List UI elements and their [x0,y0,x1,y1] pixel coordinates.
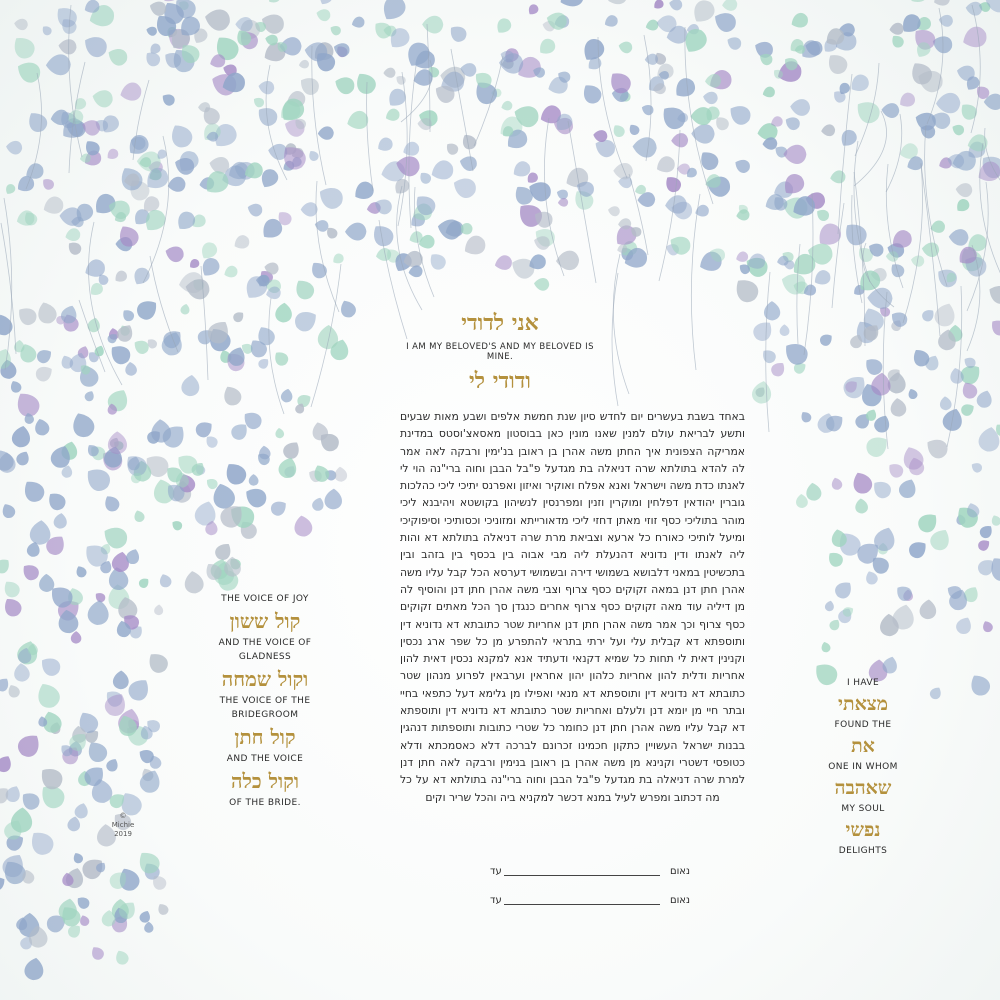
fern-leaf [536,36,559,58]
artist-year: 2019 [114,830,132,838]
artist-name: Michie [111,821,135,829]
fern-leaf [671,74,699,102]
fern-leaf [159,329,185,358]
fern-stem [367,82,373,191]
fern-leaf [854,498,868,514]
fern-leaf [331,252,346,267]
fern-leaf [832,578,856,602]
fern-leaf [160,91,177,108]
fern-leaf [730,274,762,307]
fern-leaf [795,493,808,508]
fern-leaf [799,409,814,424]
fern-leaf [814,207,831,224]
fern-leaf [64,227,82,244]
fern-leaf [104,756,120,773]
fern-leaf [837,127,859,150]
fern-leaf [14,730,45,761]
fern-stem [613,254,629,394]
fern-leaf [114,322,136,345]
hebrew-heading: אני לדודי [461,310,539,336]
fern-leaf [275,302,293,323]
fern-leaf [332,73,357,96]
fern-leaf [932,300,959,329]
english-caption: FOUND THE [834,720,892,730]
fern-leaf [976,537,992,553]
fern-leaf [789,98,810,116]
fern-leaf [33,679,63,711]
fern-leaf [315,183,346,213]
fern-leaf [949,367,965,385]
fern-leaf [86,316,101,333]
fern-leaf [3,182,17,196]
fern-leaf [251,95,265,109]
fern-leaf [301,202,318,217]
fern-leaf [493,16,514,37]
fern-leaf [13,57,43,86]
fern-leaf [444,140,461,157]
fern-leaf [948,229,969,247]
hebrew-phrase: את [851,735,875,757]
fern-leaf [108,431,128,454]
fern-leaf [375,135,395,154]
fern-leaf [668,0,684,12]
fern-leaf [783,114,802,132]
fern-leaf [280,388,294,404]
fern-leaf [939,396,952,411]
fern-leaf [653,154,677,177]
english-caption: ONE IN WHOM [828,762,898,772]
fern-leaf [246,201,264,218]
fern-stem [832,203,844,308]
fern-leaf [14,208,36,228]
fern-leaf [988,316,1000,338]
fern-stem [925,125,947,286]
fern-leaf [124,361,137,376]
fern-leaf [889,22,905,36]
fern-leaf [145,25,158,37]
english-caption: AND THE VOICE OF GLADNESS [218,638,312,662]
fern-leaf [955,182,973,198]
fern-leaf [820,641,832,654]
fern-leaf [105,147,121,162]
fern-leaf [959,401,977,418]
fern-stem [886,114,902,192]
fern-stem [598,37,627,178]
fern-leaf [65,239,84,257]
fern-leaf [830,476,844,491]
fern-leaf [428,158,456,184]
fern-leaf [401,140,421,159]
fern-leaf [242,484,270,511]
found-the-one-column [808,676,918,858]
fern-leaf [959,24,989,52]
fern-leaf [761,85,776,99]
fern-leaf [14,303,40,328]
fern-leaf [920,307,937,324]
hebrew-phrase: נפשי [845,819,881,841]
fern-leaf [113,948,131,967]
fern-leaf [180,303,191,315]
fern-stem [691,194,700,370]
fern-leaf [80,32,110,61]
fern-leaf [8,379,23,395]
fern-leaf [558,198,569,207]
fern-leaf [627,122,641,137]
fern-leaf [637,192,655,208]
fern-leaf [617,40,633,54]
fern-leaf [222,264,239,280]
fern-leaf [112,269,129,285]
fern-leaf [83,389,96,403]
fern-leaf [751,379,774,405]
fern-leaf [605,68,634,98]
fern-leaf [163,243,186,264]
fern-leaf [849,469,875,497]
fern-leaf [662,173,684,195]
fern-leaf [811,268,833,289]
fern-leaf [907,387,919,400]
fern-leaf [688,0,718,27]
fern-leaf [221,459,250,489]
fern-leaf [34,346,54,365]
fern-leaf [137,576,151,590]
fern-leaf [291,276,317,303]
fern-leaf [644,18,660,32]
fern-leaf [889,33,906,50]
fern-leaf [19,561,42,584]
fern-leaf [266,0,283,6]
fern-leaf [291,307,321,335]
fern-leaf [268,498,290,519]
hebrew-phrase: שאהבה [834,777,892,799]
fern-leaf [101,493,122,515]
fern-leaf [928,685,944,701]
fern-leaf [840,218,871,249]
hebrew-phrase: וקול שמחה [221,667,309,691]
fern-leaf [725,34,744,52]
fern-leaf [10,424,32,449]
fern-leaf [426,250,449,273]
fern-leaf [824,600,835,612]
fern-leaf [783,144,806,164]
fern-leaf [40,24,53,37]
fern-leaf [249,474,259,486]
fern-leaf [298,59,310,69]
fern-leaf [352,69,380,98]
fern-leaf [220,383,244,409]
fern-leaf [231,309,246,324]
fern-leaf [120,307,136,323]
fern-leaf [133,296,161,324]
fern-leaf [921,241,940,258]
fern-leaf [68,409,97,440]
fern-leaf [37,653,64,679]
fern-leaf [317,0,335,7]
fern-leaf [307,149,321,163]
fern-leaf [446,22,469,45]
english-caption: DELIGHTS [838,846,888,856]
fern-leaf [19,476,48,506]
fern-leaf [867,287,893,309]
english-caption: THE VOICE OF JOY [221,594,309,604]
fern-leaf [292,514,313,538]
fern-leaf [607,205,621,217]
fern-leaf [6,683,22,700]
fern-leaf [417,170,433,186]
fern-leaf [919,599,937,620]
fern-leaf [0,753,15,775]
copyright-symbol: © [119,812,127,820]
fern-leaf [89,944,106,962]
fern-leaf [886,251,899,262]
witness-declaration-label: נאום [669,895,690,906]
fern-leaf [132,509,146,524]
fern-leaf [990,514,1000,528]
hebrew-subheading: ודודי לי [469,368,531,394]
hebrew-phrase: וקול כלה [231,769,299,793]
fern-leaf [87,599,110,626]
fern-leaf [351,178,377,204]
fern-leaf [829,169,846,184]
witness-label: עד [490,895,502,906]
fern-leaf [13,18,28,31]
fern-leaf [950,122,966,137]
fern-leaf [173,208,198,234]
fern-leaf [818,331,835,348]
fern-leaf [231,233,251,252]
fern-leaf [702,91,718,105]
fern-leaf [14,449,32,468]
fern-leaf [460,232,488,259]
fern-leaf [166,120,196,151]
fern-leaf [458,154,479,173]
fern-leaf [0,594,24,619]
fern-leaf [24,108,51,135]
fern-leaf [533,277,550,291]
fern-leaf [324,488,343,510]
fern-leaf [780,338,812,369]
fern-leaf [345,222,367,240]
fern-leaf [138,909,152,924]
fern-leaf [408,264,424,278]
fern-leaf [966,671,993,699]
fern-leaf [180,374,200,397]
witness-declaration-label: נאום [669,866,690,877]
fern-leaf [53,512,68,529]
fern-leaf [224,557,241,577]
fern-leaf [72,96,88,113]
fern-leaf [889,397,907,417]
fern-leaf [652,0,666,11]
fern-leaf [632,136,657,158]
fern-leaf [23,956,45,981]
fern-leaf [906,537,930,561]
fern-leaf [526,3,540,18]
fern-leaf [500,100,514,113]
signature-line [504,904,660,905]
witness-line-1[interactable] [490,866,690,880]
fern-leaf [271,349,290,369]
fern-leaf [9,32,39,62]
fern-leaf [235,17,252,32]
fern-leaf [954,614,975,636]
fern-leaf [556,0,587,12]
ketubah-text: באחד בשבת בעשרים יום לחדש סיון שנת חמשת אלפים ושבע מאות שבעים ותשע לבריאת עולם למנין שאנו מונין כאן בבוסטון מאסאצ'וסטס במדינת אמריקה הצפונית איך החתן משה אהרן בן ראובן בנ'ימין ורבקה לאה אמר לה להדא בתולתא שרה דניאלה בת מגדעל פ"בל הבבן וחוה ברי"נה הוי לי לאנתו כדת משה וישראל ואנא אפלח ואוקיר ואיזון ואפרנס יתיכי ליכי כהלכות גוברין יהודאין דפלחין ומוקרין וזנין ומפרנסין לנשיהון בקושטא ויהיבנא ליכי מוהר בתוליכי כסף זוזי מאתן דחזי ליכי מדאורייתא ומזוניכי וכסותיכי וסיפוקיכי ומיעל לותיכי כאורח כל ארעא וצביאת מרת שרה דניאלה בתולתא דא והות ליה לאנתו ודין נדוניא דהנעלת ליה מבי אבוה בין בכסף בין בזהב ובין בתכשיטין במאני דלבושא בשמושי דירה ובשמושי דערסא הכל קבל עליו משה אהרן חתן דנן במאה זקוקים כסף צרוף וצבי משה אהרן חתן דנן והוסיף לה מן דיליה עוד מאה זקוקים כסף צרוף אחרים כנגדן סך הכל מאתים זקוקים כסף צרוף וכך אמר משה אהרן חתן דנן אחריות שטר כתובתא דא נדוניא דין ותוספתא דא קבלית עלי ועל ירתי בתראי להתפרע מן כל שפר ארג נכסין וקנינין דאית לי תחות כל שמיא דקנאי ודעתיד אנא למקנא נכסין דאית להון אחריות ודלית להון אחריות כלהון יהון אחראין וערבאין לפרוע מנהון שטר כתובתא דא נדוניא דין ותוספתא דא מנאי ואפילו מן גלימא דעל כתפאי בחיי ובתר חיי מן יומא דנן ולעלם ואחריות שטר כתובתא דא נדוניא דין ותוספתא דא קבל עליו משה אהרן חתן דנן כחומר כל שטרי כתובות ותוספתות דנהגין בבנות ישראל העשויין כתקון חכמינו זכרונם לברכה דלא כאסמכתא ודלא כטופסי דשטרי וקנינא מן משה אהרן בן ראובן בנימין ורבקה לאה חתן דנן למרת שרה דניאלה בת מגדעל פ"בל הבבן וחוה ברי"נה בתולתא דא על כל מה דכתוב ומפרש לעיל במנא דכשר למקניא ביה והכל שריר וקים [400,410,745,804]
fern-leaf [40,176,56,192]
fern-leaf [378,0,410,25]
fern-leaf [931,0,952,9]
fern-leaf [157,572,173,589]
fern-leaf [44,489,68,514]
fern-leaf [58,38,78,55]
fern-leaf [985,281,1000,306]
fern-leaf [906,0,931,7]
fern-leaf [691,124,715,144]
fern-leaf [317,126,334,140]
fern-leaf [144,649,171,677]
fern-leaf [0,501,17,520]
fern-leaf [125,675,154,705]
voice-of-joy-column [195,592,335,810]
fern-leaf [280,438,303,462]
hebrew-phrase: מצאתי [838,693,888,715]
fern-leaf [0,577,22,600]
fern-leaf [203,6,232,32]
fern-leaf [436,217,464,242]
signature-line [504,875,660,876]
fern-leaf [0,313,14,338]
fern-leaf [71,851,84,865]
fern-leaf [952,502,981,532]
english-caption: AND THE VOICE [226,754,304,764]
fern-leaf [368,221,397,251]
fern-leaf [711,8,740,35]
fern-leaf [39,574,55,593]
fern-leaf [735,208,750,221]
fern-leaf [33,417,51,437]
fern-leaf [823,50,851,78]
witness-label: עד [490,866,502,877]
fern-leaf [5,140,23,155]
fern-leaf [350,15,366,30]
fern-leaf [314,219,330,233]
fern-leaf [750,317,777,344]
fern-leaf [311,496,326,512]
fern-leaf [885,460,906,480]
fern-leaf [881,102,900,118]
fern-leaf [394,73,407,86]
fern-leaf [166,176,186,194]
fern-leaf [893,582,915,603]
heading-translation: I AM MY BELOVED'S AND MY BELOVED IS MINE. [406,342,594,362]
english-caption: THE VOICE OF THE BRIDEGROOM [219,696,311,720]
fern-leaf [130,265,152,288]
fern-leaf [46,54,72,76]
fern-leaf [170,518,184,532]
english-caption: OF THE BRIDE. [229,798,301,808]
fern-leaf [328,23,342,37]
fern-leaf [118,80,144,103]
fern-leaf [759,347,778,366]
fern-leaf [981,619,995,634]
fern-leaf [897,476,920,500]
fern-leaf [156,901,171,916]
fern-leaf [789,11,811,32]
english-caption: I HAVE [846,678,880,688]
fern-leaf [113,670,129,689]
fern-leaf [276,455,299,480]
fern-leaf [721,0,737,12]
fern-leaf [35,300,59,327]
fern-leaf [605,0,630,8]
fern-leaf [84,738,111,766]
fern-leaf [332,40,352,58]
witness-line-2[interactable] [490,895,690,909]
fern-leaf [105,45,130,68]
fern-leaf [154,604,164,615]
fern-leaf [383,67,396,78]
fern-leaf [693,203,710,219]
fern-leaf [869,477,894,502]
english-caption: MY SOUL [841,804,885,814]
fern-leaf [936,93,961,114]
fern-leaf [975,388,995,409]
fern-leaf [337,298,358,320]
fern-leaf [0,555,13,576]
fern-leaf [71,631,82,644]
hebrew-phrase: קול חתן [234,725,296,749]
fern-leaf [923,434,952,461]
fern-leaf [256,356,271,371]
fern-leaf [820,124,835,137]
fern-leaf [896,90,917,110]
fern-leaf [726,101,755,128]
fern-leaf [969,460,983,474]
fern-leaf [450,174,479,201]
fern-leaf [36,763,67,793]
hebrew-phrase: קול ששון [229,609,301,633]
fern-leaf [610,122,626,139]
fern-leaf [640,103,655,117]
fern-leaf [187,257,201,271]
fern-leaf [91,88,115,109]
fern-leaf [334,466,348,482]
fern-leaf [383,107,401,124]
fern-leaf [315,7,332,22]
fern-leaf [977,522,995,540]
fern-leaf [74,564,88,579]
fern-leaf [275,427,285,438]
fern-leaf [33,363,55,384]
fern-leaf [13,662,30,682]
fern-leaf [422,16,443,34]
fern-leaf [74,894,91,911]
fern-leaf [779,324,789,336]
fern-leaf [732,156,752,175]
fern-leaf [602,13,619,29]
header [400,310,600,394]
fern-leaf [26,826,58,859]
artist-signature [106,812,140,839]
fern-leaf [493,254,514,273]
fern-leaf [805,482,823,502]
fern-leaf [144,922,153,933]
fern-leaf [954,197,972,215]
